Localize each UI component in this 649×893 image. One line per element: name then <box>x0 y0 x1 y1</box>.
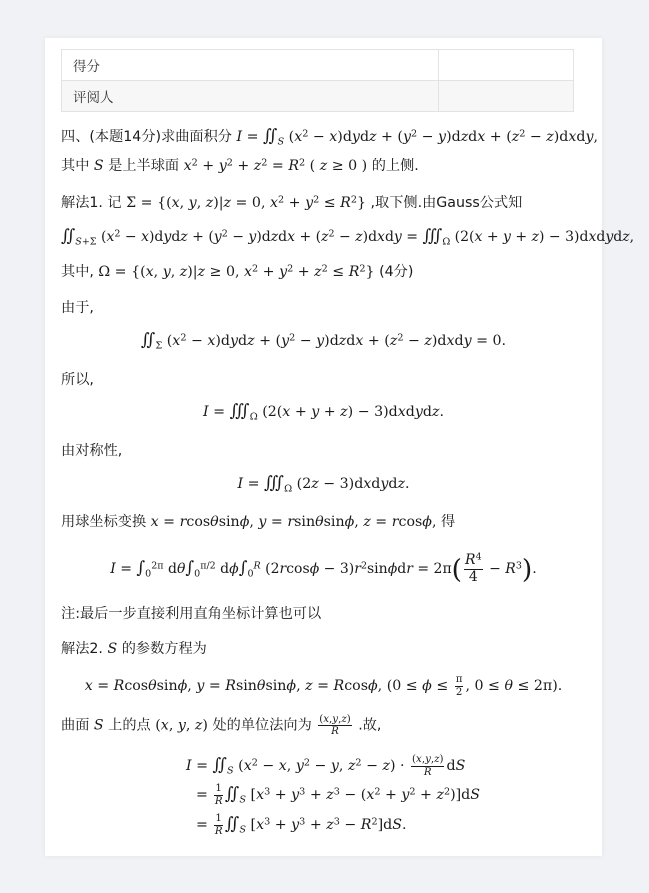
spherical-prefix: 用球坐标变换 <box>61 514 147 530</box>
gauss-formula: $∬_{S+\Sigma}$ ($x^2$ − x)dydz + ($y^2$ − y)dzdx + ($z^2$ − z)dxdy = $∭_\Omega$ (2(x + y + z) − 3)dxdydz, <box>61 225 635 248</box>
solution2-header-suffix: 的参数方程为 <box>121 641 207 657</box>
I-equation-1: $I = ∭_\Omega$ (2(x + y + z) − 3)dxdydz. <box>203 401 444 423</box>
problem-line2-suffix: 的上侧. <box>371 158 419 174</box>
normal-vector-line <box>61 714 381 737</box>
problem-title-line <box>61 126 598 147</box>
normal-surface-symbol: S <box>93 717 104 734</box>
spherical-substitution: x = rcosθsinϕ, y = rsinθsinϕ, z = rcosϕ, <box>150 514 437 530</box>
omega-line <box>61 262 413 282</box>
grader-row <box>62 81 574 112</box>
score-label: 得分 <box>62 50 439 81</box>
score-row <box>62 50 574 81</box>
normal-suffix: .故, <box>358 717 382 734</box>
solution2-title: 解法2. <box>61 641 103 657</box>
surface-step-1: $I = ∬_S$ ($x^2 - x$, $y^2 - y$, $z^2 - z$) · $\frac{(x,y,z)}{R}$ dS <box>186 754 466 778</box>
normal-mid1: 上的点 <box>108 717 151 734</box>
solution2-header <box>61 639 207 659</box>
surface-step-3: = $\frac{1}{R}$ $∬_S$ $[x^3 + y^3 + z^3 - R^2]dS$. <box>196 813 407 837</box>
I-equation-2: $I = ∭_\Omega$ (2z − 3)dxdydz. <box>237 473 410 495</box>
problem-line2-mid: 是上半球面 <box>108 158 180 174</box>
parametric-equation: x = Rcosθsinϕ, y = Rsinθsinϕ, z = Rcosϕ, (0 ≤ ϕ ≤ $\frac{\pi}{2}$ , 0 ≤ θ ≤ 2π). <box>84 674 563 698</box>
sigma-definition: Σ = {(x, y, z)|z = 0, $x^2 + y^2 \le R^2$} <box>126 194 366 211</box>
solution1-title: 解法1. 记 <box>61 195 122 211</box>
problem-integral: $I = ∬_S$ ($x^2$ − x)dydz + ($y^2$ − y)dzdx + ($z^2$ − z)dxdy, <box>236 126 599 148</box>
normal-mid2: 处的单位法向为 <box>212 717 312 734</box>
problem-surface-line <box>61 156 419 176</box>
score-table <box>61 49 574 112</box>
grader-value-cell[interactable] <box>439 81 574 112</box>
omega-prefix: 其中, <box>61 264 94 280</box>
unit-normal-fraction: $\frac{(x,y,z)}{R}$ <box>319 714 351 738</box>
sigma-integral-zero: $∬_\Sigma$ ($x^2$ − x)dydz + ($y^2$ − y)dzdx + ($z^2$ − z)dxdy = 0. <box>140 330 507 352</box>
normal-point: (x, y, z) <box>155 717 208 734</box>
normal-prefix: 曲面 <box>61 717 90 734</box>
because-label: 由于, <box>61 300 94 316</box>
spherical-suffix: 得 <box>441 514 456 530</box>
surface-symbol: S <box>93 158 104 174</box>
therefore-label: 所以, <box>61 372 94 388</box>
exam-page <box>45 38 635 856</box>
hemisphere-equation: $x^2 + y^2 + z^2 = R^2$ ( z ≥ 0 ) <box>183 157 368 174</box>
solution1-header <box>61 193 522 213</box>
symmetry-label: 由对称性, <box>61 443 123 459</box>
omega-definition: Ω = {(x, y, z)|z ≥ 0, $x^2 + y^2 + z^2 \le R^2$} <box>98 263 375 280</box>
spherical-line <box>61 512 455 532</box>
I-equation-3: $I = \int_0^{2\pi}$ $d\theta\int_0^{\pi/2}$ $d\phi\int_0^R$ $(2rcos\phi - 3)r^2\sin\phi dr = 2\pi$( $\frac{R^4}{4}$ − $R^3$). <box>110 551 537 585</box>
note-line: 注:最后一步直接利用直角坐标计算也可以 <box>61 606 322 622</box>
omega-score: (4分) <box>379 264 414 280</box>
problem-title: 四、(本题14分)求曲面积分 <box>61 129 232 145</box>
grader-label: 评阅人 <box>62 81 439 112</box>
score-value-cell[interactable] <box>439 50 574 81</box>
surface-step-2: = $\frac{1}{R}$ $∬_S$ $[x^3 + y^3 + z^3 - (x^2 + y^2 + z^2)]dS$ <box>196 783 480 807</box>
solution2-surface-symbol: S <box>107 641 118 657</box>
problem-line2-prefix: 其中 <box>61 158 90 174</box>
solution1-header-suffix: ,取下侧.由Gauss公式知 <box>370 195 523 211</box>
